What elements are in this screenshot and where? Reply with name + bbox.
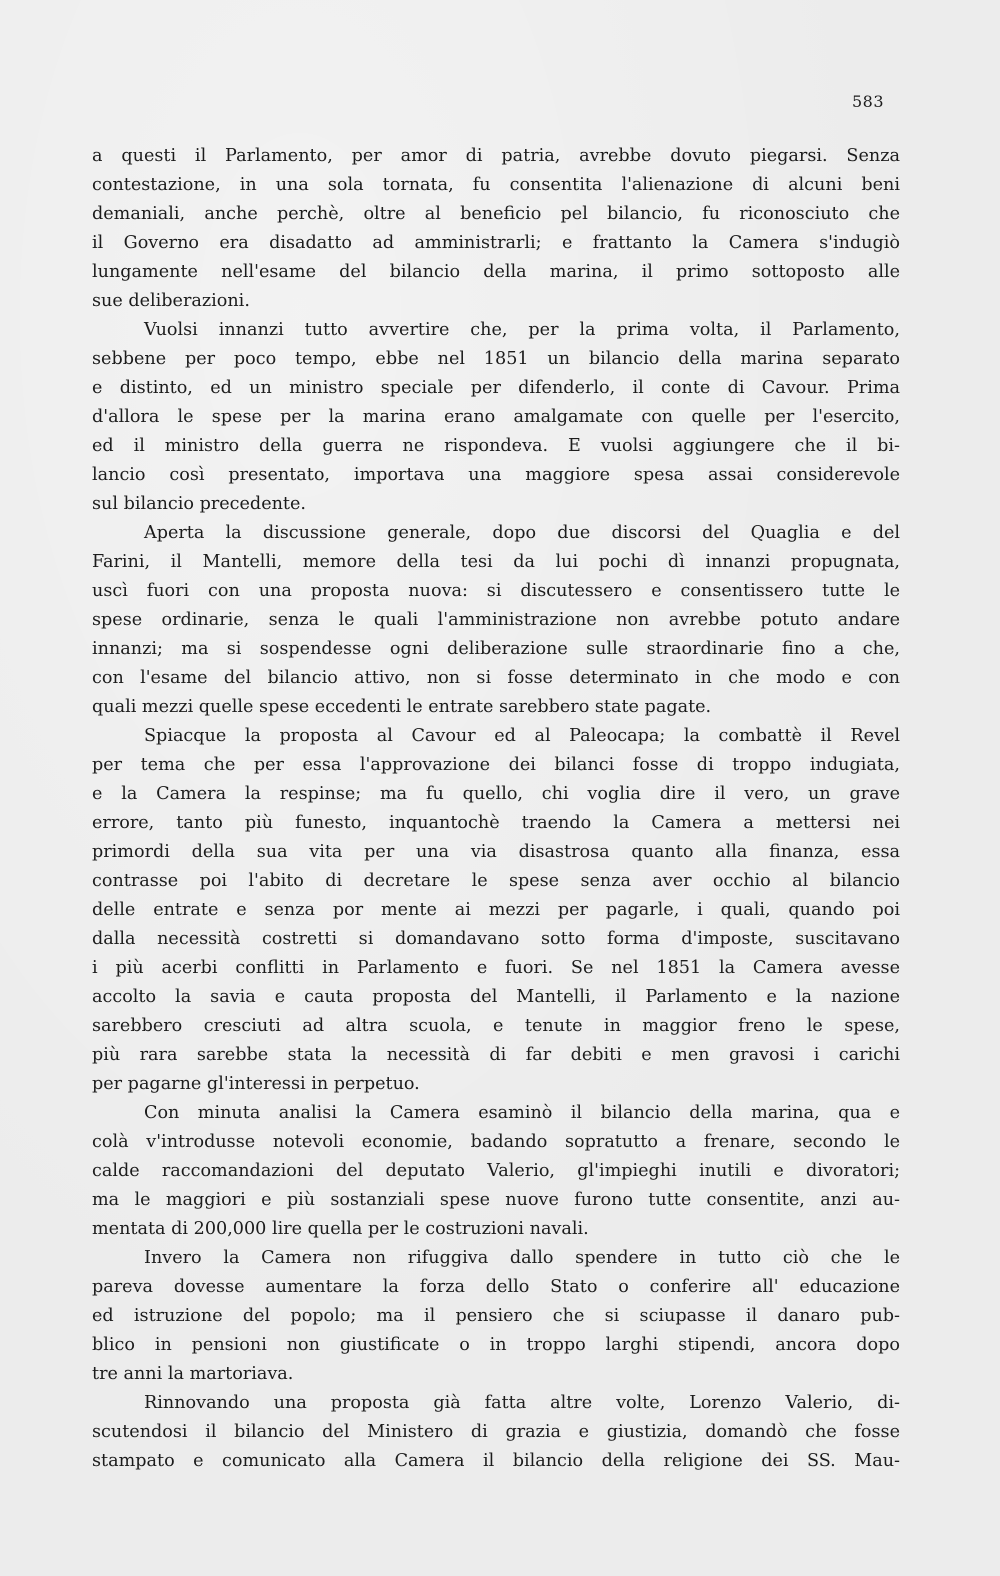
text-line: colà v'introdusse notevoli economie, badando sopratutto a frenare, secondo le <box>92 1132 900 1152</box>
text-line: stampato e comunicato alla Camera il bilancio della religione dei SS. Mau- <box>92 1451 900 1471</box>
text-line: accolto la savia e cauta proposta del Mantelli, il Parlamento e la nazione <box>92 987 900 1007</box>
text-line: tre anni la martoriava. <box>92 1364 294 1384</box>
text-line: lancio così presentato, importava una maggiore spesa assai considerevole <box>92 465 900 485</box>
text-line: spese ordinarie, senza le quali l'amministrazione non avrebbe potuto andare <box>92 610 900 630</box>
paragraph <box>92 1099 900 1244</box>
text-line: con l'esame del bilancio attivo, non si fosse determinato in che modo e con <box>92 668 900 688</box>
paragraph <box>92 722 900 1099</box>
text-line: il Governo era disadatto ad amministrarli; e frattanto la Camera s'indugiò <box>92 233 900 253</box>
text-line: e la Camera la respinse; ma fu quello, chi voglia dire il vero, un grave <box>92 784 900 804</box>
text-line: demaniali, anche perchè, oltre al beneficio pel bilancio, fu riconosciuto che <box>92 204 900 224</box>
text-line: sebbene per poco tempo, ebbe nel 1851 un bilancio della marina separato <box>92 349 900 369</box>
text-line: Rinnovando una proposta già fatta altre volte, Lorenzo Valerio, di- <box>144 1393 900 1413</box>
text-line: contestazione, in una sola tornata, fu consentita l'alienazione di alcuni beni <box>92 175 900 195</box>
text-line: innanzi; ma si sospendesse ogni deliberazione sulle straordinarie fino a che, <box>92 639 900 659</box>
text-line: pareva dovesse aumentare la forza dello Stato o conferire all' educazione <box>92 1277 900 1297</box>
body-text <box>92 142 900 1476</box>
text-line: quali mezzi quelle spese eccedenti le entrate sarebbero state pagate. <box>92 697 712 717</box>
text-line: i più acerbi conflitti in Parlamento e fuori. Se nel 1851 la Camera avesse <box>92 958 900 978</box>
text-line: Con minuta analisi la Camera esaminò il bilancio della marina, qua e <box>144 1103 900 1123</box>
text-line: a questi il Parlamento, per amor di patria, avrebbe dovuto piegarsi. Senza <box>92 146 900 166</box>
text-line: più rara sarebbe stata la necessità di far debiti e men gravosi i carichi <box>92 1045 900 1065</box>
page-number: 583 <box>852 92 885 111</box>
text-line: mentata di 200,000 lire quella per le costruzioni navali. <box>92 1219 589 1239</box>
text-line: ed istruzione del popolo; ma il pensiero che si sciupasse il danaro pub- <box>92 1306 900 1326</box>
paragraph <box>92 1244 900 1389</box>
text-line: Spiacque la proposta al Cavour ed al Paleocapa; la combattè il Revel <box>144 726 900 746</box>
text-line: d'allora le spese per la marina erano amalgamate con quelle per l'esercito, <box>92 407 900 427</box>
text-line: Invero la Camera non rifuggiva dallo spendere in tutto ciò che le <box>144 1248 900 1268</box>
text-line: lungamente nell'esame del bilancio della marina, il primo sottoposto alle <box>92 262 900 282</box>
text-line: e distinto, ed un ministro speciale per difenderlo, il conte di Cavour. Prima <box>92 378 900 398</box>
paragraph <box>92 316 900 519</box>
text-line: blico in pensioni non giustificate o in troppo larghi stipendi, ancora dopo <box>92 1335 900 1355</box>
text-line: uscì fuori con una proposta nuova: si discutessero e consentissero tutte le <box>92 581 900 601</box>
text-line: scutendosi il bilancio del Ministero di grazia e giustizia, domandò che fosse <box>92 1422 900 1442</box>
text-line: dalla necessità costretti si domandavano sotto forma d'imposte, suscitavano <box>92 929 900 949</box>
text-line: per pagarne gl'interessi in perpetuo. <box>92 1074 420 1094</box>
text-line: Farini, il Mantelli, memore della tesi da lui pochi dì innanzi propugnata, <box>92 552 900 572</box>
text-line: sue deliberazioni. <box>92 291 250 311</box>
text-line: delle entrate e senza por mente ai mezzi per pagarle, i quali, quando poi <box>92 900 900 920</box>
text-line: per tema che per essa l'approvazione dei bilanci fosse di troppo indugiata, <box>92 755 900 775</box>
text-line: contrasse poi l'abito di decretare le spese senza aver occhio al bilancio <box>92 871 900 891</box>
text-line: errore, tanto più funesto, inquantochè traendo la Camera a mettersi nei <box>92 813 900 833</box>
text-line: calde raccomandazioni del deputato Valerio, gl'impieghi inutili e divoratori; <box>92 1161 900 1181</box>
paragraph <box>92 142 900 316</box>
text-line: ed il ministro della guerra ne rispondeva. E vuolsi aggiungere che il bi- <box>92 436 900 456</box>
text-line: sul bilancio precedente. <box>92 494 307 514</box>
text-line: ma le maggiori e più sostanziali spese nuove furono tutte consentite, anzi au- <box>92 1190 900 1210</box>
text-line: Aperta la discussione generale, dopo due discorsi del Quaglia e del <box>144 523 900 543</box>
paragraph <box>92 1389 900 1476</box>
paragraph <box>92 519 900 722</box>
text-line: Vuolsi innanzi tutto avvertire che, per la prima volta, il Parlamento, <box>144 320 900 340</box>
text-line: sarebbero cresciuti ad altra scuola, e tenute in maggior freno le spese, <box>92 1016 900 1036</box>
text-line: primordi della sua vita per una via disastrosa quanto alla finanza, essa <box>92 842 900 862</box>
